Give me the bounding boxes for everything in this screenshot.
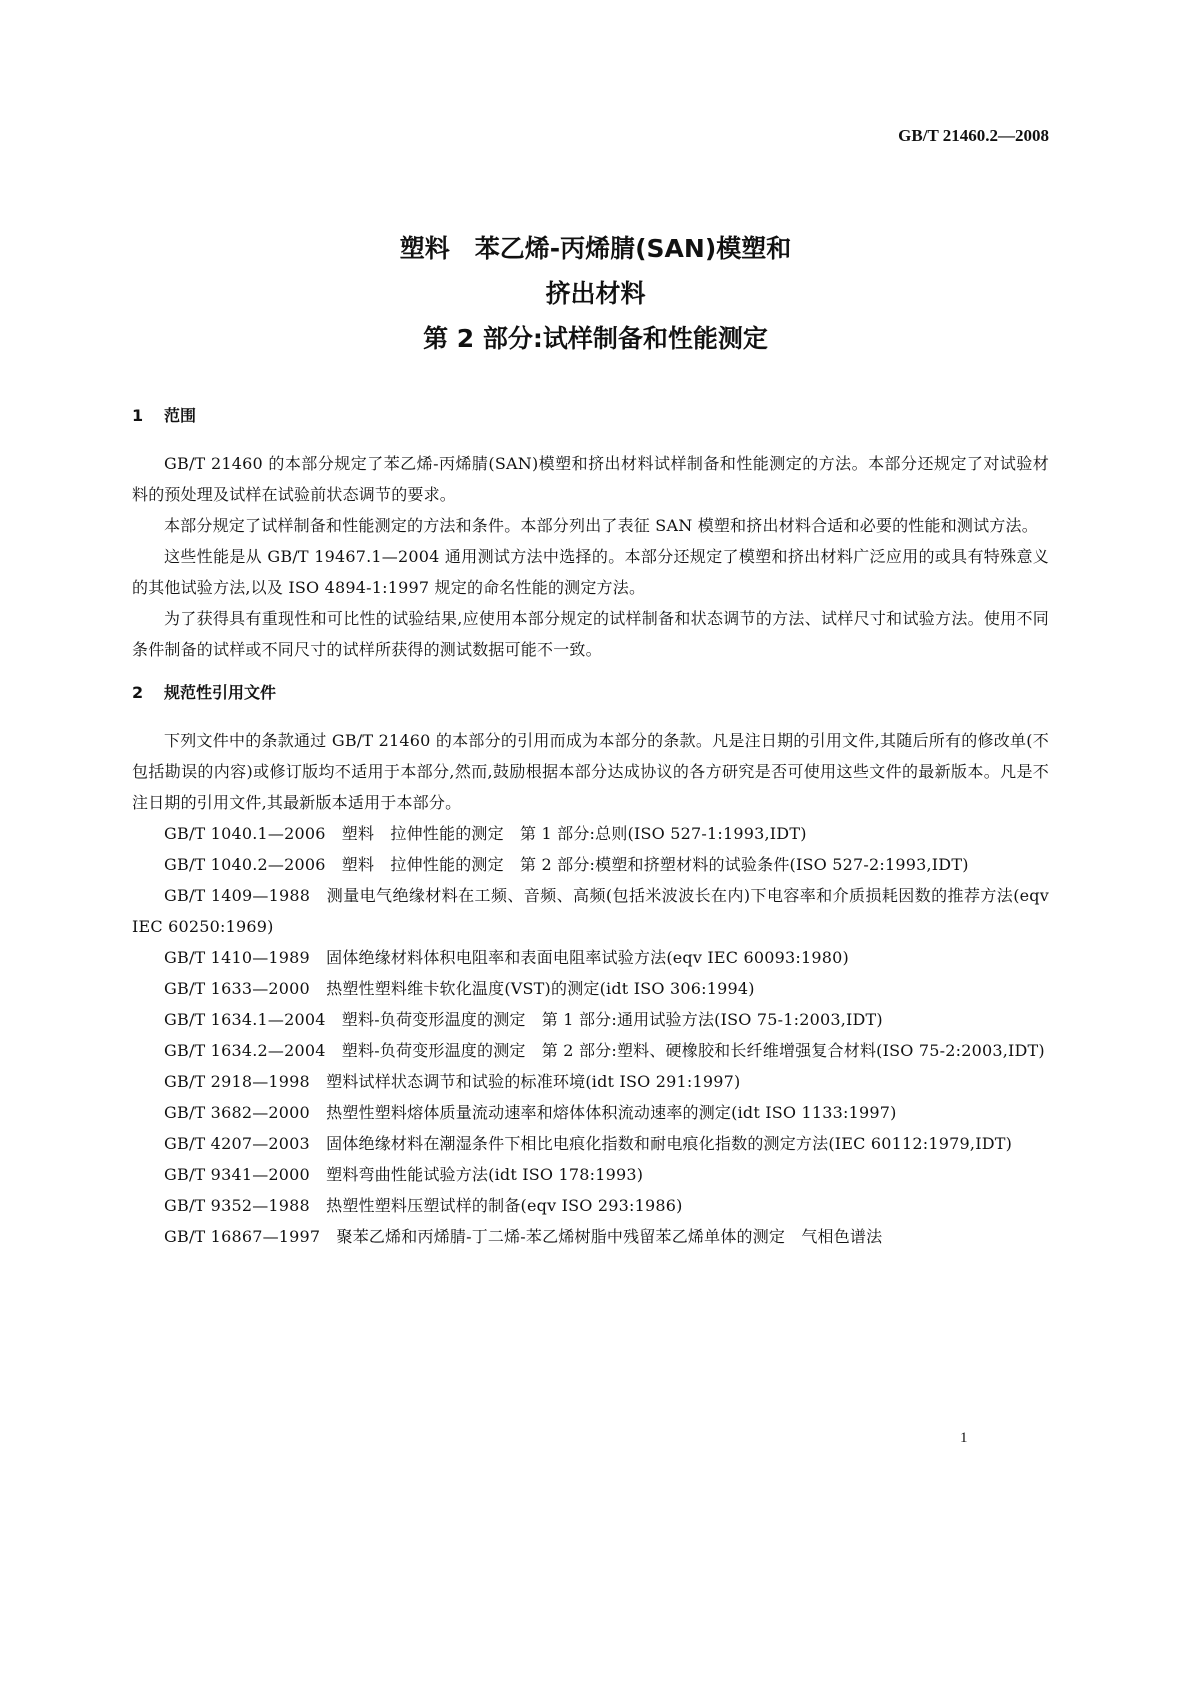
section-number: 1 bbox=[132, 406, 144, 425]
document-title bbox=[0, 226, 1191, 361]
reference-item: GB/T 4207—2003 固体绝缘材料在潮湿条件下相比电痕化指数和耐电痕化指数的测定方法(IEC 60112:1979,IDT) bbox=[164, 1134, 1013, 1153]
paragraph: GB/T 21460 的本部分规定了苯乙烯-丙烯腈(SAN)模塑和挤出材料试样制备和性能测定的方法。本部分还规定了对试验材料的预处理及试样在试验前状态调节的要求。 bbox=[132, 454, 1049, 504]
reference-item: GB/T 1410—1989 固体绝缘材料体积电阻率和表面电阻率试验方法(eqv IEC 60093:1980) bbox=[164, 948, 849, 967]
reference-item: GB/T 1409—1988 测量电气绝缘材料在工频、音频、高频(包括米波波长在内)下电容率和介质损耗因数的推荐方法(eqv IEC 60250:1969) bbox=[132, 886, 1049, 936]
title-line-1: 塑料 苯乙烯-丙烯腈(SAN)模塑和 bbox=[399, 234, 792, 263]
document-number: GB/T 21460.2—2008 bbox=[898, 126, 1049, 145]
document-body bbox=[132, 404, 1049, 1252]
reference-item: GB/T 9352—1988 热塑性塑料压塑试样的制备(eqv ISO 293:1986) bbox=[164, 1196, 683, 1215]
title-line-3: 第 2 部分:试样制备和性能测定 bbox=[423, 324, 768, 353]
section-heading bbox=[132, 681, 1049, 705]
reference-list bbox=[132, 818, 1049, 1252]
title-line-2: 挤出材料 bbox=[545, 279, 646, 308]
section-title: 规范性引用文件 bbox=[164, 683, 277, 702]
section-normative-references bbox=[132, 681, 1049, 1252]
section-heading bbox=[132, 404, 1049, 428]
section-title: 范围 bbox=[164, 406, 197, 425]
reference-item: GB/T 1040.2—2006 塑料 拉伸性能的测定 第 2 部分:模塑和挤塑材料的试验条件(ISO 527-2:1993,IDT) bbox=[164, 855, 969, 874]
section-number: 2 bbox=[132, 683, 144, 702]
paragraph: 本部分规定了试样制备和性能测定的方法和条件。本部分列出了表征 SAN 模塑和挤出材料合适和必要的性能和测试方法。 bbox=[164, 516, 1038, 535]
paragraph: 这些性能是从 GB/T 19467.1—2004 通用测试方法中选择的。本部分还规定了模塑和挤出材料广泛应用的或具有特殊意义的其他试验方法,以及 ISO 4894-1:1997 规定的命名性能的测定方法。 bbox=[132, 547, 1049, 597]
reference-item: GB/T 1634.1—2004 塑料-负荷变形温度的测定 第 1 部分:通用试验方法(ISO 75-1:2003,IDT) bbox=[164, 1010, 883, 1029]
reference-item: GB/T 2918—1998 塑料试样状态调节和试验的标准环境(idt ISO 291:1997) bbox=[164, 1072, 741, 1091]
paragraph: 为了获得具有重现性和可比性的试验结果,应使用本部分规定的试样制备和状态调节的方法、试样尺寸和试验方法。使用不同条件制备的试样或不同尺寸的试样所获得的测试数据可能不一致。 bbox=[132, 609, 1049, 659]
reference-item: GB/T 1634.2—2004 塑料-负荷变形温度的测定 第 2 部分:塑料、硬橡胶和长纤维增强复合材料(ISO 75-2:2003,IDT) bbox=[164, 1041, 1045, 1060]
reference-item: GB/T 1633—2000 热塑性塑料维卡软化温度(VST)的测定(idt ISO 306:1994) bbox=[164, 979, 755, 998]
reference-item: GB/T 3682—2000 热塑性塑料熔体质量流动速率和熔体体积流动速率的测定(idt ISO 1133:1997) bbox=[164, 1103, 897, 1122]
reference-item: GB/T 16867—1997 聚苯乙烯和丙烯腈-丁二烯-苯乙烯树脂中残留苯乙烯单体的测定 气相色谱法 bbox=[164, 1227, 883, 1246]
reference-item: GB/T 1040.1—2006 塑料 拉伸性能的测定 第 1 部分:总则(ISO 527-1:1993,IDT) bbox=[164, 824, 807, 843]
section-scope bbox=[132, 404, 1049, 665]
reference-item: GB/T 9341—2000 塑料弯曲性能试验方法(idt ISO 178:1993) bbox=[164, 1165, 644, 1184]
page-number: 1 bbox=[960, 1430, 968, 1446]
paragraph: 下列文件中的条款通过 GB/T 21460 的本部分的引用而成为本部分的条款。凡是注日期的引用文件,其随后所有的修改单(不包括勘误的内容)或修订版均不适用于本部分,然而,鼓励根据本部分达成协议的各方研究是否可使用这些文件的最新版本。凡是不注日期的引用文件,其最新版本适用于本部分。 bbox=[132, 731, 1049, 812]
